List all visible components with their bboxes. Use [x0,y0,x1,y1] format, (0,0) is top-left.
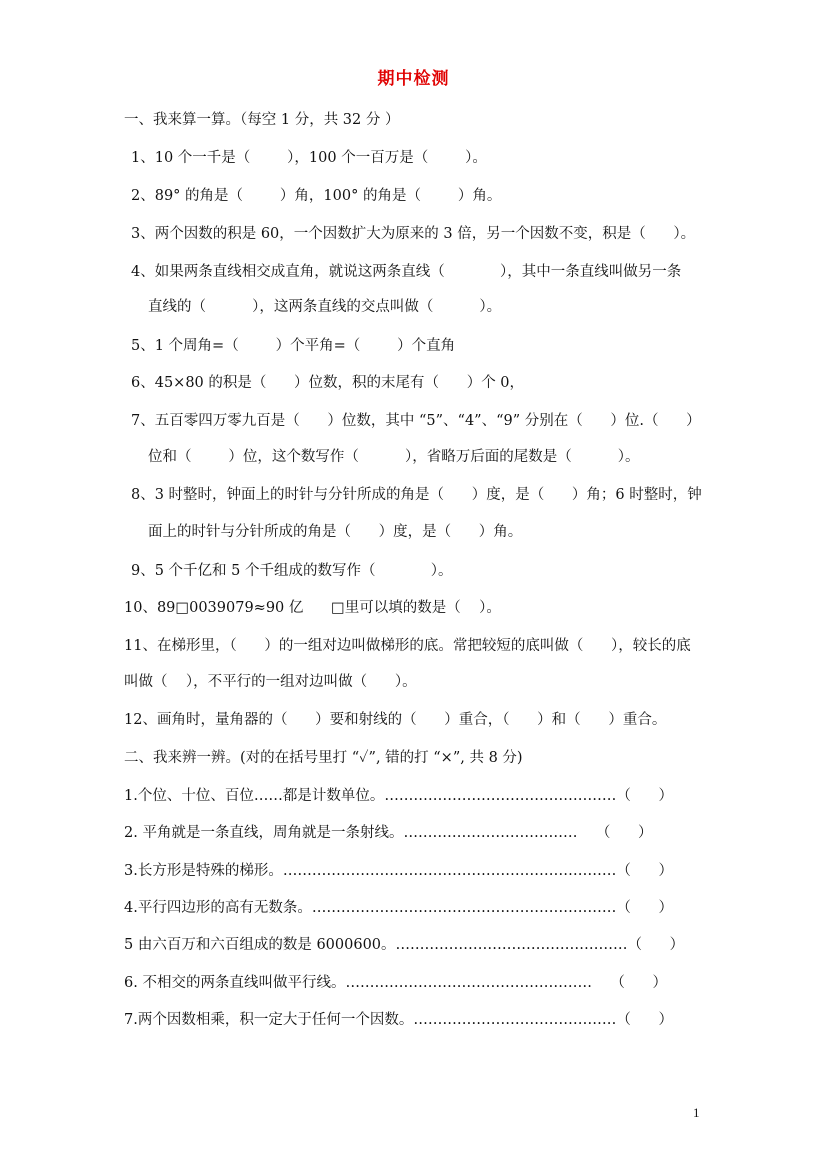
question-7-continued: 位和（ ）位，这个数写作（ ），省略万后面的尾数是（ ）。 [148,449,640,465]
page-number: 1 [693,1105,700,1120]
question-9: 9、5 个千亿和 5 个千组成的数写作（ ）。 [131,563,453,579]
judgement-5: 5 由六百万和六百组成的数是 6000600。…………………………………………（ ） [124,937,685,953]
question-4-continued: 直线的（ ），这两条直线的交点叫做（ ）。 [148,299,502,315]
question-4: 4、如果两条直线相交成直角，就说这两条直线（ ），其中一条直线叫做另一条 [131,264,682,280]
section-2-heading: 二、我来辨一辨。(对的在括号里打 “✓”, 错的打 “×”, 共 8 分) [124,750,523,766]
question-6: 6、45×80 的积是（ ）位数，积的末尾有（ ）个 0， [131,375,525,391]
question-7: 7、五百零四万零九百是（ ）位数，其中 “5”、“4”、“9” 分别在（ ）位.（ ） [131,413,701,429]
section-1-heading: 一、我来算一算。（每空 1 分，共 32 分 ） [124,112,400,128]
judgement-4: 4.平行四边形的高有无数条。………………………………………………………（ ） [124,900,673,916]
judgement-6: 6. 不相交的两条直线叫做平行线。…………………………………………… （ ） [124,975,668,991]
question-12: 12、画角时，量角器的（ ）要和射线的（ ）重合，（ ）和（ ）重合。 [124,712,667,728]
question-11: 11、在梯形里，（ ）的一组对边叫做梯形的底。常把较短的底叫做（ ），较长的底 [124,638,691,654]
judgement-2: 2. 平角就是一条直线，周角就是一条射线。……………………………… （ ） [124,825,653,841]
question-8: 8、3 时整时，钟面上的时针与分针所成的角是（ ）度，是（ ）角；6 时整时，钟 [131,487,702,503]
question-10: 10、89□0039079≈90 亿 □里可以填的数是（ ）。 [124,600,501,616]
judgement-3: 3.长方形是特殊的梯形。……………………………………………………………（ ） [124,863,673,879]
question-5: 5、1 个周角=（ ）个平角=（ ）个直角 [131,338,456,354]
question-8-continued: 面上的时针与分针所成的角是（ ）度，是（ ）角。 [148,524,523,540]
question-11-continued: 叫做（ ），不平行的一组对边叫做（ ）。 [124,674,417,690]
question-3: 3、两个因数的积是 60，一个因数扩大为原来的 3 倍，另一个因数不变，积是（ ）。 [131,226,696,242]
page-title: 期中检测 [377,69,450,89]
judgement-1: 1.个位、十位、百位……都是计数单位。…………………………………………（ ） [124,788,673,804]
question-1: 1、10 个一千是（ ），100 个一百万是（ ）。 [131,150,487,166]
question-2: 2、89° 的角是（ ）角，100° 的角是（ ）角。 [131,188,502,204]
judgement-7: 7.两个因数相乘，积一定大于任何一个因数。……………………………………（ ） [124,1012,673,1028]
